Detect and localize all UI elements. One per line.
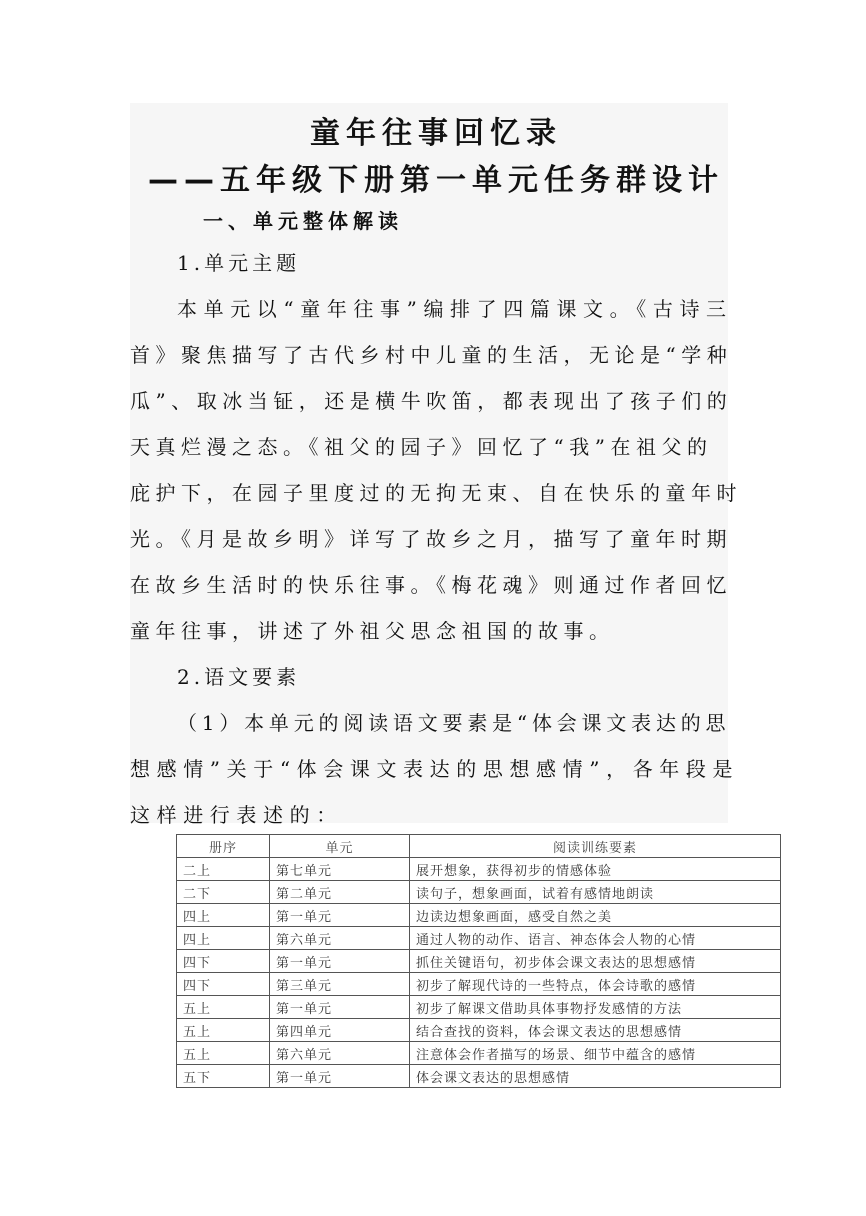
paragraph-line: 天真烂漫之态。《祖父的园子》回忆了“我”在祖父的 [130, 435, 713, 459]
document-title: 童年往事回忆录 [310, 116, 562, 151]
paragraph-line: 这样进行表述的： [130, 803, 343, 827]
cell-unit: 第一单元 [270, 904, 410, 927]
table-row [177, 904, 781, 927]
cell-reading-element: 体会课文表达的思想感情 [410, 1065, 781, 1088]
paragraph-line: 光。《月是故乡明》详写了故乡之月，描写了童年时期 [130, 527, 732, 551]
cell-reading-element: 注意体会作者描写的场景、细节中蕴含的感情 [410, 1042, 781, 1065]
paragraph-line: （1）本单元的阅读语文要素是“体会课文表达的思 [177, 711, 731, 735]
paragraph-line: 在故乡生活时的快乐往事。《梅花魂》则通过作者回忆 [130, 573, 732, 597]
section-heading: 一、单元整体解读 [203, 209, 403, 233]
table-row [177, 1019, 781, 1042]
document-subtitle: ——五年级下册第一单元任务群设计 [148, 163, 724, 198]
cell-volume: 四下 [177, 973, 270, 996]
table-row [177, 881, 781, 904]
subsection-heading-elements: 2.语文要素 [177, 665, 301, 689]
cell-unit: 第一单元 [270, 996, 410, 1019]
table-row [177, 973, 781, 996]
cell-reading-element: 读句子，想象画面，试着有感情地朗读 [410, 881, 781, 904]
paragraph-line: 瓜”、取冰当钲，还是横牛吹笛，都表现出了孩子们的 [130, 389, 733, 413]
column-header-volume: 册序 [177, 835, 270, 858]
paragraph-line: 首》聚焦描写了古代乡村中儿童的生活，无论是“学种 [130, 343, 733, 367]
cell-volume: 四下 [177, 950, 270, 973]
subsection-heading-theme: 1.单元主题 [177, 251, 301, 275]
column-header-reading-element: 阅读训练要素 [410, 835, 781, 858]
table-row [177, 927, 781, 950]
cell-unit: 第六单元 [270, 927, 410, 950]
table-header-row [177, 835, 781, 858]
cell-unit: 第一单元 [270, 950, 410, 973]
cell-unit: 第七单元 [270, 858, 410, 881]
paragraph-line: 想感情”关于“体会课文表达的思想感情”，各年段是 [130, 757, 740, 781]
cell-volume: 五上 [177, 996, 270, 1019]
column-header-unit: 单元 [270, 835, 410, 858]
cell-reading-element: 初步了解课文借助具体事物抒发感情的方法 [410, 996, 781, 1019]
cell-unit: 第二单元 [270, 881, 410, 904]
cell-volume: 五下 [177, 1065, 270, 1088]
cell-volume: 四上 [177, 904, 270, 927]
table-row [177, 1065, 781, 1088]
cell-volume: 二下 [177, 881, 270, 904]
cell-unit: 第六单元 [270, 1042, 410, 1065]
cell-reading-element: 边读边想象画面，感受自然之美 [410, 904, 781, 927]
paragraph-line: 庇护下，在园子里度过的无拘无束、自在快乐的童年时 [130, 481, 742, 505]
table-row [177, 950, 781, 973]
paragraph-line: 本单元以“童年往事”编排了四篇课文。《古诗三 [177, 297, 733, 321]
table-row [177, 996, 781, 1019]
cell-reading-element: 结合查找的资料，体会课文表达的思想感情 [410, 1019, 781, 1042]
cell-reading-element: 初步了解现代诗的一些特点，体会诗歌的感情 [410, 973, 781, 996]
cell-unit: 第一单元 [270, 1065, 410, 1088]
reading-elements-table-image [176, 834, 780, 1086]
paragraph-line: 童年往事，讲述了外祖父思念祖国的故事。 [130, 619, 615, 643]
cell-volume: 五上 [177, 1042, 270, 1065]
cell-unit: 第三单元 [270, 973, 410, 996]
table-row [177, 1042, 781, 1065]
cell-reading-element: 展开想象，获得初步的情感体验 [410, 858, 781, 881]
reading-elements-table [176, 834, 781, 1088]
cell-reading-element: 通过人物的动作、语言、神态体会人物的心情 [410, 927, 781, 950]
cell-volume: 五上 [177, 1019, 270, 1042]
cell-volume: 四上 [177, 927, 270, 950]
cell-unit: 第四单元 [270, 1019, 410, 1042]
cell-volume: 二上 [177, 858, 270, 881]
table-row [177, 858, 781, 881]
cell-reading-element: 抓住关键语句，初步体会课文表达的思想感情 [410, 950, 781, 973]
